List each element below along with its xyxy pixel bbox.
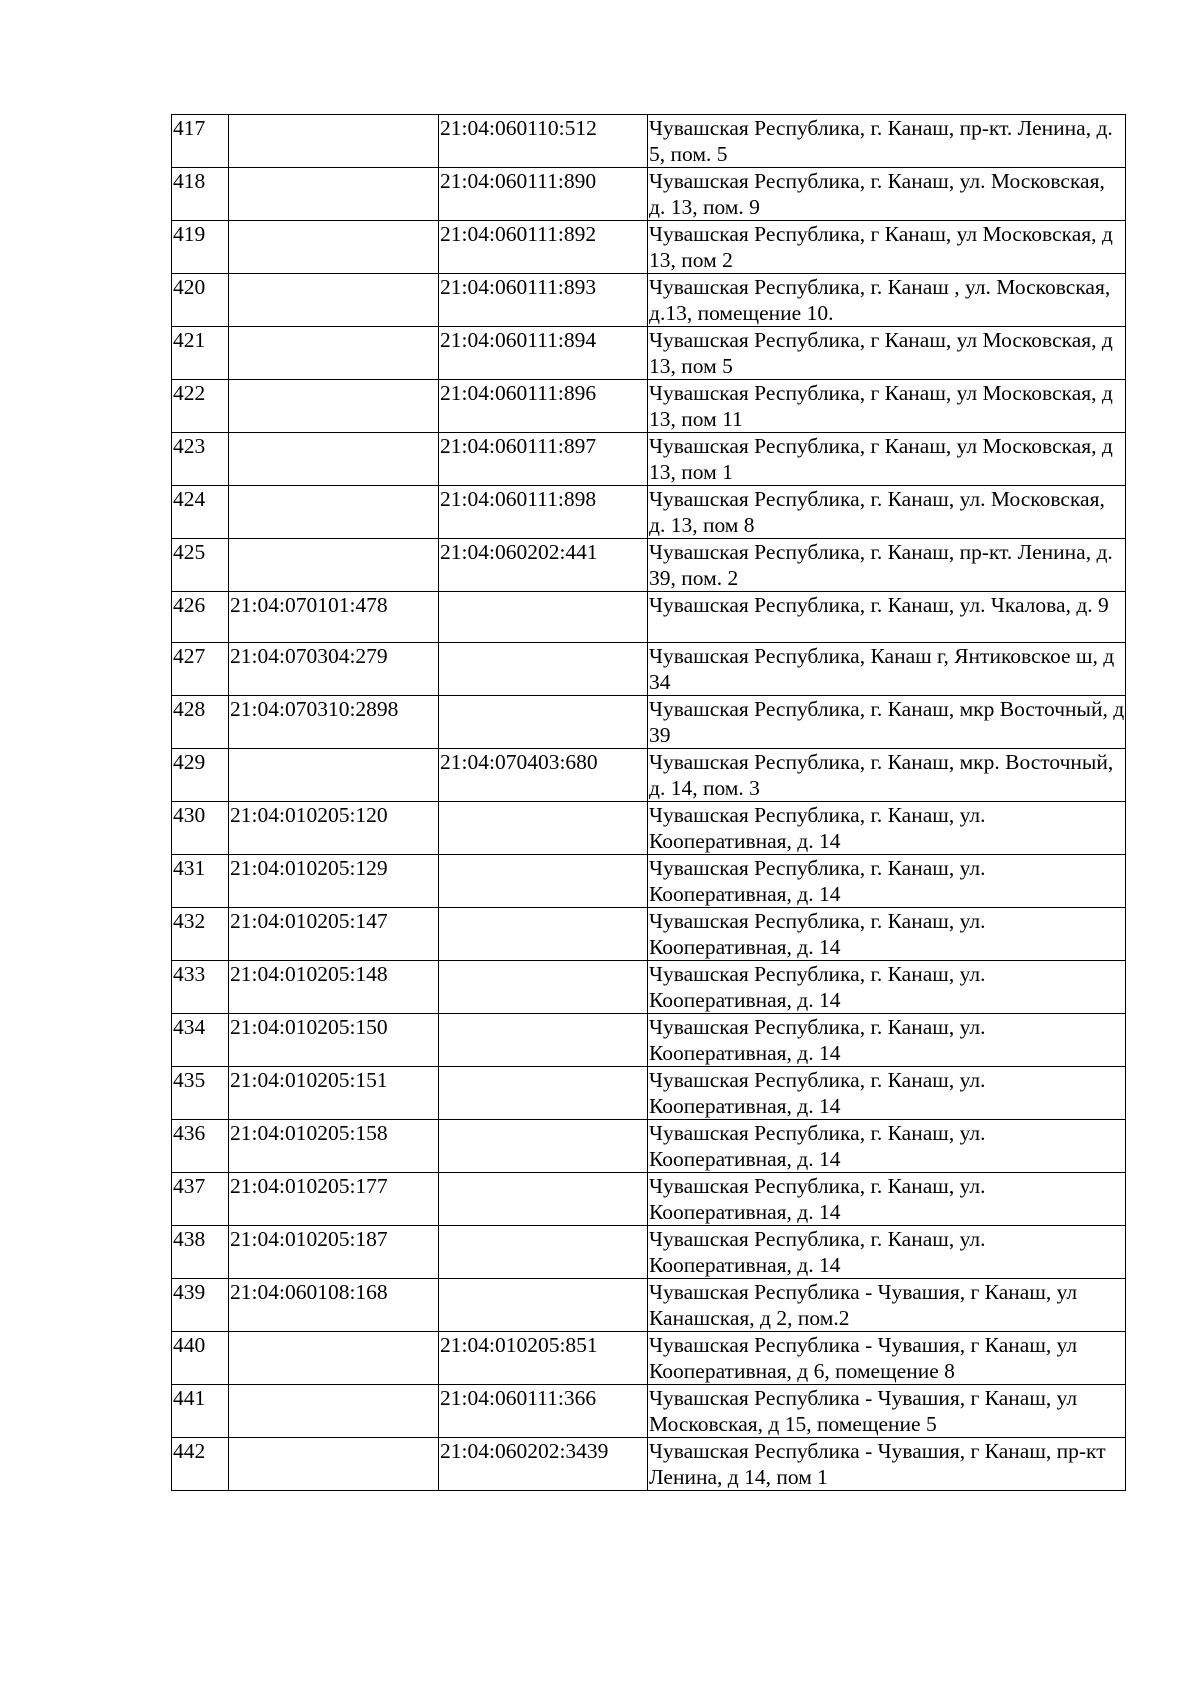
table-row bbox=[172, 433, 1126, 486]
table-body bbox=[172, 115, 1126, 1491]
premises-cadastral-number-cell: 21:04:060111:892 bbox=[439, 221, 648, 274]
table-row bbox=[172, 1014, 1126, 1067]
row-number-cell: 438 bbox=[172, 1226, 229, 1279]
address-cell: Чувашская Республика, г. Канаш, ул. Московская, д. 13, пом. 9 bbox=[648, 168, 1126, 221]
address-cell: Чувашская Республика, г. Канаш , ул. Московская, д.13, помещение 10. bbox=[648, 274, 1126, 327]
cadastral-number-cell: 21:04:010205:158 bbox=[229, 1120, 439, 1173]
premises-cadastral-number-cell bbox=[439, 592, 648, 643]
table-row bbox=[172, 1173, 1126, 1226]
premises-cadastral-number-cell bbox=[439, 1067, 648, 1120]
address-cell: Чувашская Республика, г Канаш, ул Московская, д 13, пом 1 bbox=[648, 433, 1126, 486]
premises-cadastral-number-cell: 21:04:060111:890 bbox=[439, 168, 648, 221]
premises-cadastral-number-cell bbox=[439, 1226, 648, 1279]
property-table bbox=[171, 114, 1126, 1491]
premises-cadastral-number-cell: 21:04:060202:3439 bbox=[439, 1438, 648, 1491]
cadastral-number-cell: 21:04:010205:150 bbox=[229, 1014, 439, 1067]
table-row bbox=[172, 486, 1126, 539]
row-number-cell: 420 bbox=[172, 274, 229, 327]
cadastral-number-cell: 21:04:070310:2898 bbox=[229, 696, 439, 749]
premises-cadastral-number-cell: 21:04:060111:366 bbox=[439, 1385, 648, 1438]
row-number-cell: 432 bbox=[172, 908, 229, 961]
row-number-cell: 425 bbox=[172, 539, 229, 592]
table-row bbox=[172, 643, 1126, 696]
table-row bbox=[172, 1438, 1126, 1491]
row-number-cell: 430 bbox=[172, 802, 229, 855]
address-cell: Чувашская Республика, г. Канаш, ул. Кооперативная, д. 14 bbox=[648, 802, 1126, 855]
table-row bbox=[172, 592, 1126, 643]
table-row bbox=[172, 1385, 1126, 1438]
address-cell: Чувашская Республика - Чувашия, г Канаш, ул Московская, д 15, помещение 5 bbox=[648, 1385, 1126, 1438]
premises-cadastral-number-cell bbox=[439, 855, 648, 908]
row-number-cell: 428 bbox=[172, 696, 229, 749]
address-cell: Чувашская Республика, г. Канаш, пр-кт. Ленина, д. 5, пом. 5 bbox=[648, 115, 1126, 168]
table-row bbox=[172, 908, 1126, 961]
table-row bbox=[172, 855, 1126, 908]
cadastral-number-cell bbox=[229, 1438, 439, 1491]
cadastral-number-cell bbox=[229, 327, 439, 380]
row-number-cell: 434 bbox=[172, 1014, 229, 1067]
cadastral-number-cell bbox=[229, 433, 439, 486]
address-cell: Чувашская Республика - Чувашия, г Канаш, пр-кт Ленина, д 14, пом 1 bbox=[648, 1438, 1126, 1491]
premises-cadastral-number-cell: 21:04:060111:894 bbox=[439, 327, 648, 380]
cadastral-number-cell bbox=[229, 1385, 439, 1438]
table-row bbox=[172, 1279, 1126, 1332]
premises-cadastral-number-cell bbox=[439, 1279, 648, 1332]
address-cell: Чувашская Республика, г Канаш, ул Московская, д 13, пом 2 bbox=[648, 221, 1126, 274]
address-cell: Чувашская Республика, г. Канаш, мкр Восточный, д 39 bbox=[649, 697, 1125, 747]
address-cell: Чувашская Республика, г. Канаш, мкр. Восточный, д. 14, пом. 3 bbox=[648, 749, 1126, 802]
premises-cadastral-number-cell: 21:04:060111:893 bbox=[439, 274, 648, 327]
premises-cadastral-number-cell bbox=[439, 1014, 648, 1067]
premises-cadastral-number-cell bbox=[439, 696, 648, 749]
row-number-cell: 436 bbox=[172, 1120, 229, 1173]
cadastral-number-cell: 21:04:010205:177 bbox=[229, 1173, 439, 1226]
cadastral-number-cell: 21:04:010205:120 bbox=[229, 802, 439, 855]
row-number-cell: 426 bbox=[172, 592, 229, 643]
cadastral-number-cell: 21:04:010205:151 bbox=[229, 1067, 439, 1120]
row-number-cell: 439 bbox=[172, 1279, 229, 1332]
table-row bbox=[172, 1332, 1126, 1385]
cadastral-number-cell: 21:04:010205:147 bbox=[229, 908, 439, 961]
table-row bbox=[172, 1067, 1126, 1120]
address-cell: Чувашская Республика, г. Канаш, ул. Московская, д. 13, пом 8 bbox=[648, 486, 1126, 539]
cadastral-number-cell bbox=[229, 380, 439, 433]
premises-cadastral-number-cell: 21:04:060111:896 bbox=[439, 380, 648, 433]
cadastral-number-cell bbox=[229, 221, 439, 274]
premises-cadastral-number-cell bbox=[439, 961, 648, 1014]
table-row bbox=[172, 327, 1126, 380]
premises-cadastral-number-cell bbox=[439, 908, 648, 961]
cadastral-number-cell bbox=[229, 539, 439, 592]
cadastral-number-cell: 21:04:010205:187 bbox=[229, 1226, 439, 1279]
row-number-cell: 431 bbox=[172, 855, 229, 908]
row-number-cell: 441 bbox=[172, 1385, 229, 1438]
address-cell: Чувашская Республика, г. Канаш, ул. Кооперативная, д. 14 bbox=[648, 1120, 1126, 1173]
table-row bbox=[172, 539, 1126, 592]
cadastral-number-cell bbox=[229, 749, 439, 802]
premises-cadastral-number-cell: 21:04:070403:680 bbox=[439, 749, 648, 802]
address-cell: Чувашская Республика, г Канаш, ул Московская, д 13, пом 5 bbox=[648, 327, 1126, 380]
premises-cadastral-number-cell: 21:04:010205:851 bbox=[439, 1332, 648, 1385]
cadastral-number-cell: 21:04:010205:148 bbox=[229, 961, 439, 1014]
row-number-cell: 417 bbox=[172, 115, 229, 168]
premises-cadastral-number-cell bbox=[439, 643, 648, 696]
cadastral-number-cell: 21:04:070101:478 bbox=[229, 592, 439, 643]
cadastral-number-cell: 21:04:010205:129 bbox=[229, 855, 439, 908]
address-cell: Чувашская Республика, г. Канаш, ул. Кооперативная, д. 14 bbox=[648, 1226, 1126, 1279]
row-number-cell: 419 bbox=[172, 221, 229, 274]
premises-cadastral-number-cell bbox=[439, 802, 648, 855]
row-number-cell: 429 bbox=[172, 749, 229, 802]
row-number-cell: 424 bbox=[172, 486, 229, 539]
table-row bbox=[172, 274, 1126, 327]
address-cell: Чувашская Республика - Чувашия, г Канаш, ул Канашская, д 2, пом.2 bbox=[648, 1279, 1126, 1332]
table-row bbox=[172, 802, 1126, 855]
premises-cadastral-number-cell: 21:04:060202:441 bbox=[439, 539, 648, 592]
cadastral-number-cell bbox=[229, 486, 439, 539]
address-cell: Чувашская Республика, г. Канаш, ул. Кооперативная, д. 14 bbox=[648, 855, 1126, 908]
row-number-cell: 423 bbox=[172, 433, 229, 486]
premises-cadastral-number-cell bbox=[439, 1173, 648, 1226]
row-number-cell: 433 bbox=[172, 961, 229, 1014]
table-row bbox=[172, 1226, 1126, 1279]
cadastral-number-cell bbox=[229, 1332, 439, 1385]
address-cell: Чувашская Республика, г. Канаш, ул. Кооперативная, д. 14 bbox=[648, 961, 1126, 1014]
row-number-cell: 427 bbox=[172, 643, 229, 696]
table-row bbox=[172, 749, 1126, 802]
address-cell: Чувашская Республика, г. Канаш, ул. Кооперативная, д. 14 bbox=[648, 1014, 1126, 1067]
table-row bbox=[172, 380, 1126, 433]
address-cell: Чувашская Республика, г Канаш, ул Московская, д 13, пом 11 bbox=[648, 380, 1126, 433]
cadastral-number-cell: 21:04:070304:279 bbox=[229, 643, 439, 696]
row-number-cell: 422 bbox=[172, 380, 229, 433]
table-row bbox=[172, 168, 1126, 221]
address-cell: Чувашская Республика, г. Канаш, пр-кт. Ленина, д. 39, пом. 2 bbox=[648, 539, 1126, 592]
address-cell: Чувашская Республика, г. Канаш, ул. Кооперативная, д. 14 bbox=[648, 908, 1126, 961]
premises-cadastral-number-cell bbox=[439, 1120, 648, 1173]
cadastral-number-cell: 21:04:060108:168 bbox=[229, 1279, 439, 1332]
row-number-cell: 437 bbox=[172, 1173, 229, 1226]
table-row bbox=[172, 961, 1126, 1014]
row-number-cell: 435 bbox=[172, 1067, 229, 1120]
address-cell: Чувашская Республика, г. Канаш, ул. Чкалова, д. 9 bbox=[648, 592, 1126, 643]
address-cell: Чувашская Республика - Чувашия, г Канаш, ул Кооперативная, д 6, помещение 8 bbox=[648, 1332, 1126, 1385]
address-cell: Чувашская Республика, Канаш г, Янтиковское ш, д 34 bbox=[648, 643, 1126, 696]
premises-cadastral-number-cell: 21:04:060111:898 bbox=[439, 486, 648, 539]
row-number-cell: 440 bbox=[172, 1332, 229, 1385]
row-number-cell: 421 bbox=[172, 327, 229, 380]
table-row bbox=[172, 221, 1126, 274]
cadastral-number-cell bbox=[229, 274, 439, 327]
premises-cadastral-number-cell: 21:04:060111:897 bbox=[439, 433, 648, 486]
row-number-cell: 442 bbox=[172, 1438, 229, 1491]
table-row bbox=[172, 115, 1126, 168]
table-row bbox=[172, 1120, 1126, 1173]
premises-cadastral-number-cell: 21:04:060110:512 bbox=[439, 115, 648, 168]
row-number-cell: 418 bbox=[172, 168, 229, 221]
table-row bbox=[172, 696, 1126, 749]
cadastral-number-cell bbox=[229, 168, 439, 221]
cadastral-number-cell bbox=[229, 115, 439, 168]
address-cell: Чувашская Республика, г. Канаш, ул. Кооперативная, д. 14 bbox=[648, 1173, 1126, 1226]
address-cell: Чувашская Республика, г. Канаш, ул. Кооперативная, д. 14 bbox=[648, 1067, 1126, 1120]
